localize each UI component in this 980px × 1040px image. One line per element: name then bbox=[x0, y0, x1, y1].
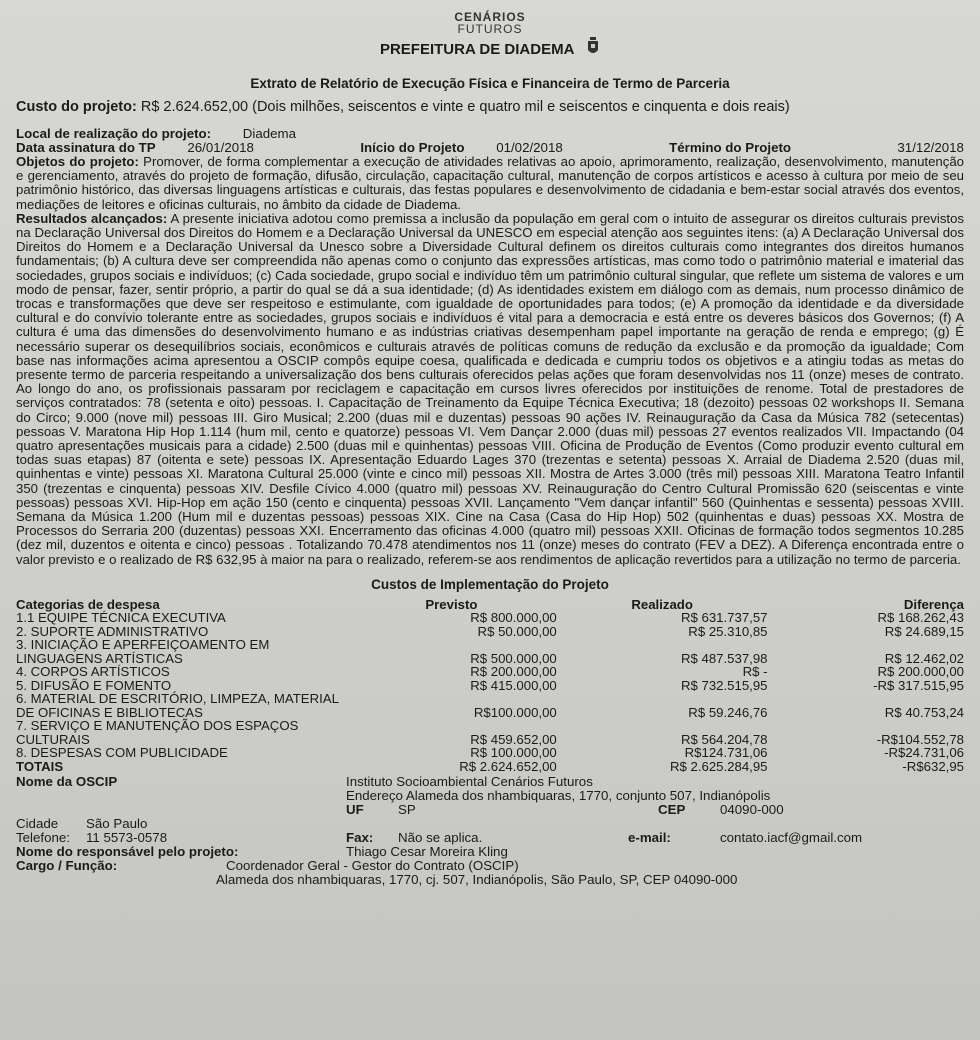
category-cell: 2. SUPORTE ADMINISTRATIVO bbox=[16, 623, 209, 639]
responsible-row bbox=[16, 845, 964, 859]
table-row bbox=[16, 719, 964, 746]
difference-cell: -R$24.731,06 bbox=[884, 745, 964, 761]
address-value: Endereço Alameda dos nhambiquaras, 1770, conjunto 507, Indianópolis bbox=[346, 788, 771, 804]
header-category: Categorias de despesa bbox=[16, 596, 160, 612]
planned-cell: R$100.000,00 bbox=[473, 704, 557, 720]
role-value: Coordenador Geral - Gestor do Contrato (OSCIP) bbox=[226, 858, 519, 874]
costs-title: Custos de Implementação do Projeto bbox=[371, 576, 609, 592]
table-row bbox=[16, 665, 964, 679]
start-date-label: Início do Projeto bbox=[360, 140, 465, 155]
cep-label: CEP bbox=[658, 802, 686, 818]
category-cell: 7. SERVIÇO E MANUTENÇÃO DOS ESPAÇOS CULTURAIS bbox=[16, 718, 299, 747]
objectives-text: Promover, de forma complementar a execução de atividades relativas ao apoio, aprimoramento, realização, desenvolvimento, manutenção e gerenciamento, através do projeto de formação, difusão, circulação, capacitação cultural, manutenção de corpos artísticos e acesso à cultura por meio de seu patrimônio histórico, das diversas linguagens artísticas e culturais, das festas populares e desenvolvimento de cidadania e bem-estar social através dos eventos, mediações de leitores e oficinas culturais, no âmbito da cidade de Diadema. bbox=[16, 154, 965, 212]
phone-fax-row bbox=[16, 831, 964, 845]
city-value: São Paulo bbox=[86, 816, 148, 832]
local-row bbox=[16, 127, 964, 141]
phone-label: Telefone: bbox=[16, 830, 70, 846]
fax-value: Não se aplica. bbox=[398, 830, 483, 846]
category-cell: 3. INICIAÇÃO E APERFEIÇOAMENTO EM LINGUAGENS ARTÍSTICAS bbox=[16, 637, 270, 666]
realized-cell: R$ 631.737,57 bbox=[680, 610, 768, 626]
table-row bbox=[16, 692, 964, 719]
difference-cell: -R$104.552,78 bbox=[876, 731, 964, 747]
totals-realized: R$ 2.625.284,95 bbox=[669, 758, 768, 774]
header-realized: Realizado bbox=[631, 596, 693, 612]
category-cell: 4. CORPOS ARTÍSTICOS bbox=[16, 664, 170, 680]
project-cost bbox=[16, 99, 964, 115]
header bbox=[16, 10, 964, 72]
header-planned: Previsto bbox=[425, 596, 478, 612]
objectives-label: Objetos do projeto: bbox=[16, 154, 139, 169]
table-row bbox=[16, 625, 964, 639]
role-row bbox=[16, 859, 964, 873]
planned-cell: R$ 200.000,00 bbox=[470, 664, 557, 680]
end-date-label: Término do Projeto bbox=[669, 140, 792, 155]
oscip-label: Nome da OSCIP bbox=[16, 774, 118, 790]
header-difference: Diferença bbox=[903, 596, 964, 612]
uf-cep-row bbox=[16, 803, 964, 817]
totals-label: TOTAIS bbox=[16, 758, 64, 774]
local-value: Diadema bbox=[242, 126, 296, 141]
cost-label: Custo do projeto: bbox=[16, 99, 137, 115]
email-label: e-mail: bbox=[628, 830, 671, 846]
realized-cell: R$124.731,06 bbox=[684, 745, 768, 761]
realized-cell: R$ - bbox=[742, 664, 768, 680]
table-row bbox=[16, 638, 964, 665]
planned-cell: R$ 459.652,00 bbox=[470, 731, 557, 747]
uf-value: SP bbox=[398, 802, 416, 818]
results-label: Resultados alcançados: bbox=[16, 210, 168, 226]
org-name bbox=[16, 37, 964, 58]
realized-cell: R$ 564.204,78 bbox=[680, 731, 768, 747]
planned-cell: R$ 50.000,00 bbox=[477, 623, 557, 639]
results-text: A presente iniciativa adotou como premissa a inclusão da população em geral com o intuito de assegurar os direitos culturais previstos na Declaração Universal dos Direitos do Homem e a Declaração Universal da UNESCO em especial atenção aos seguintes itens: (a) A Declaração Universal dos Direitos do Homem e a Declaração Universal da Unesco sobre a Diversidade Cultural definem os direitos culturais como integrantes dos direitos humanos fundamentais; (b) A cultura deve ser compreendida não apenas como o conjunto das expressões artísticas, mas como todo o patrimônio material e imaterial das sociedades, grupos sociais e indivíduos; (c) Cada sociedade, grupo social e indivíduo têm um patrimônio cultural singular, que reflete um sistema de valores e um modo de pensar, fazer, sentir próprio, a partir do qual se dá a sua identidade; (d) As identidades existem em diálogo com as demais, num processo dinâmico de trocas e transformações que deve ser respeitoso e estimulante, com igualdade de oportunidades para todos; (e) A promoção da identidade e da diversidade cultural e do convívio tolerante entre as sociedades, grupos sociais e indivíduos é vital para a democracia e está entre os deveres básicos dos Governos; (f) A cultura é uma das dimensões do desenvolvimento humano e as indústrias criativas desempenham papel importante na geração de renda e emprego; (g) É necessário superar os desequilíbrios sociais, econômicos e culturais através de políticas comuns de redução da exclusão e da promoção da igualdade; Com base nas informações acima apresentou a OSCIP compôs equipe coesa, qualificada e dedicada e cumpriu todos os objetivos e a atingiu todas as metas do presente termo de parceria respeitando a universalização dos bens culturais oferecidos pelas ações que foram desenvolvidas nos 11 (onze) meses de contrato. Ao longo do ano, os profissionais passaram por reciclagem e capacitação em cursos livres oferecidos por instituições de renome. Total de prestadores de serviços contratados: 78 (setenta e oito) pessoas. I. Capacitação de Treinamento da Equipe Técnica Executiva; 18 (dezoito) pessoas 02 workshops II. Semana do Circo; 9.000 (nove mil) pessoas III. Giro Musical; 2.200 (duas mil e duzentas) pessoas 90 ações IV. Reinauguração da Casa da Música 782 (setecentas) pessoas V. Maratona Hip Hop 1.114 (hum mil, cento e quatorze) pessoas VI. Vem Dançar 2.000 (duas mil) pessoas 27 eventos realizados VII. Impactando (04 quatro apresentações musicais para a cidade) 2.500 (duas mil e quinhentas) pessoas VIII. Oficina de Produção de Eventos (Como produzir evento cultural em todas suas etapas) 87 (oitenta e sete) pessoas IX. Apresentação Eduardo Lages 370 (trezentas e setenta) pessoas X. Arraial de Diadema 2.520 (duas mil, quinhentas e vinte) pessoas XI. Maratona Cultural 25.000 (vinte e cinco mil) pessoas XII. Mostra de Artes 3.000 (três mil) pessoas XIII. Maratona Teatro Infantil 350 (trezentas e cinquenta) pessoas XIV. Desfile Cívico 4.000 (quatro mil) pessoas XV. Reinauguração do Centro Cultural Promissão 620 (seiscentas e vinte pessoas) pessoas XVI. Hip-Hop em ação 150 (cento e cinquenta) pessoas XVII. Lançamento "Vem dançar infantil" 560 (Quinhentas e sessenta) pessoas XVIII. Semana da Música 1.200 (Hum mil e duzentas pessoas) pessoas XIX. Cine na Casa (Casa do Hip Hop) 502 (quinhentas e duas) pessoas XX. Mostra de Processos do Serraria 200 (duzentas) pessoas XXI. Encerramento das oficinas 4.000 (quatro mil) pessoas XXII. Oficinas de formação todos segmentos 10.285 (dez mil, duzentos e oitenta e cinco) pessoas . Totalizando 70.478 atendimentos nos 11 (onze) meses do contrato (FEV a DEZ). A Diferença encontrada entre o valor previsto e o realizado de R$ 632,95 à maior na para o realizado, referem-se aos rendimentos de aplicação revertidos para a utilização no termo de parceria. bbox=[16, 210, 965, 567]
email-value: contato.iacf@gmail.com bbox=[720, 830, 863, 846]
logo-text-bottom: FUTUROS bbox=[457, 22, 523, 36]
costs-header-row bbox=[16, 598, 964, 612]
realized-cell: R$ 732.515,95 bbox=[680, 677, 768, 693]
planned-cell: R$ 500.000,00 bbox=[470, 650, 557, 666]
phone-value: 11 5573-0578 bbox=[86, 830, 168, 846]
role-address-row bbox=[16, 873, 964, 887]
city-label: Cidade bbox=[16, 816, 59, 832]
difference-cell: R$ 168.262,43 bbox=[877, 610, 964, 626]
table-row bbox=[16, 679, 964, 693]
logo-text-top: CENÁRIOS bbox=[454, 10, 526, 24]
responsible-value: Thiago Cesar Moreira Kling bbox=[346, 844, 508, 860]
planned-cell: R$ 415.000,00 bbox=[470, 677, 557, 693]
oscip-value: Instituto Socioambiental Cenários Futuros bbox=[346, 774, 593, 790]
realized-cell: R$ 487.537,98 bbox=[680, 650, 768, 666]
costs-table bbox=[16, 598, 964, 774]
end-date-value: 31/12/2018 bbox=[897, 140, 964, 155]
category-cell: 8. DESPESAS COM PUBLICIDADE bbox=[16, 745, 228, 761]
planned-cell: R$ 100.000,00 bbox=[470, 745, 557, 761]
uf-label: UF bbox=[346, 802, 364, 818]
planned-cell: R$ 800.000,00 bbox=[470, 610, 557, 626]
difference-cell: R$ 24.689,15 bbox=[884, 623, 964, 639]
totals-planned: R$ 2.624.652,00 bbox=[459, 758, 557, 774]
cep-value: 04090-000 bbox=[720, 802, 784, 818]
start-date-value: 01/02/2018 bbox=[496, 140, 563, 155]
role-label: Cargo / Função: bbox=[16, 858, 118, 874]
category-cell: 6. MATERIAL DE ESCRITÓRIO, LIMPEZA, MATERIAL DE OFICINAS E BIBLIOTECAS bbox=[16, 691, 339, 720]
difference-cell: R$ 40.753,24 bbox=[884, 704, 964, 720]
crest-icon bbox=[586, 37, 600, 57]
realized-cell: R$ 25.310,85 bbox=[688, 623, 768, 639]
dates-row bbox=[16, 141, 964, 155]
category-cell: 1.1 EQUIPE TÉCNICA EXECUTIVA bbox=[16, 610, 226, 626]
city-row bbox=[16, 817, 964, 831]
difference-cell: R$ 200.000,00 bbox=[877, 664, 964, 680]
fax-label: Fax: bbox=[346, 830, 374, 846]
category-cell: 5. DIFUSÃO E FOMENTO bbox=[16, 677, 172, 693]
address-row bbox=[16, 789, 964, 803]
table-row bbox=[16, 611, 964, 625]
difference-cell: R$ 12.462,02 bbox=[884, 650, 964, 666]
role-address-value: Alameda dos nhambiquaras, 1770, cj. 507, Indianópolis, São Paulo, SP, CEP 04090-000 bbox=[216, 872, 738, 888]
org-name-text: PREFEITURA DE DIADEMA bbox=[379, 41, 574, 58]
difference-cell: -R$ 317.515,95 bbox=[873, 677, 964, 693]
sign-date-label: Data assinatura do TP bbox=[16, 140, 156, 155]
cost-value: R$ 2.624.652,00 (Dois milhões, seiscentos e vinte e quatro mil e seiscentos e cinquenta e dois reais) bbox=[140, 99, 790, 115]
oscip-row bbox=[16, 775, 964, 789]
footer bbox=[16, 775, 964, 887]
totals-difference: -R$632,95 bbox=[902, 758, 964, 774]
realized-cell: R$ 59.246,76 bbox=[688, 704, 768, 720]
totals-row bbox=[16, 760, 964, 774]
responsible-label: Nome do responsável pelo projeto: bbox=[16, 844, 239, 860]
sign-date-value: 26/01/2018 bbox=[187, 140, 254, 155]
table-row bbox=[16, 746, 964, 760]
objectives-paragraph bbox=[16, 155, 964, 212]
results-paragraph bbox=[16, 212, 964, 567]
document-title: Extrato de Relatório de Execução Física e Financeira de Termo de Parceria bbox=[250, 76, 730, 91]
local-label: Local de realização do projeto: bbox=[16, 126, 212, 141]
